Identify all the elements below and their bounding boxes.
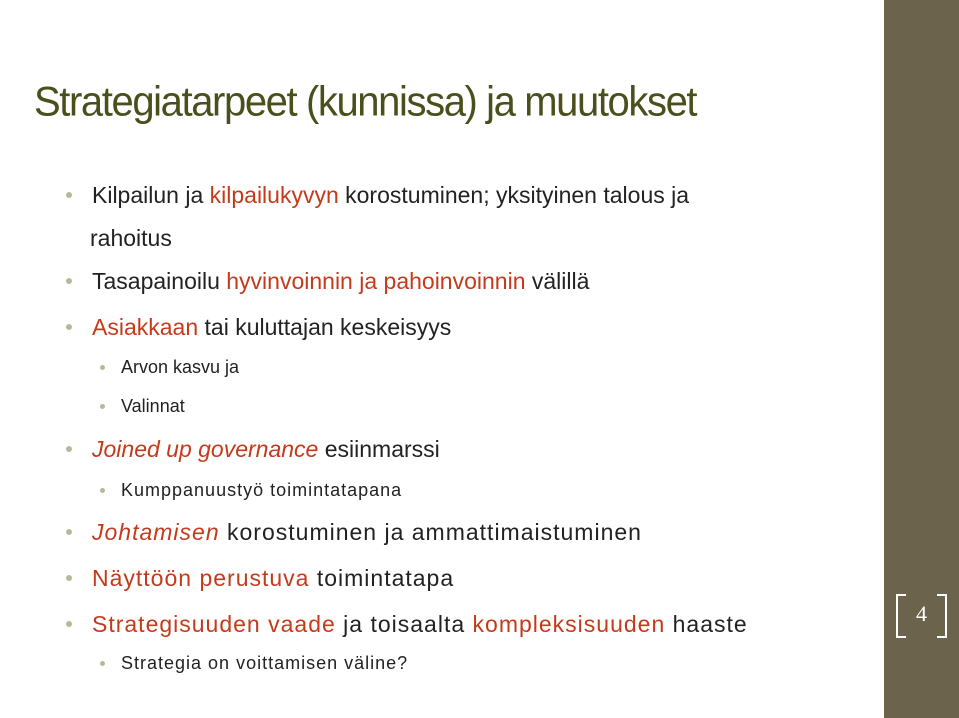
bullet-dot-icon	[100, 661, 105, 666]
bullet-text: Kumppanuustyö toimintatapana	[121, 480, 403, 500]
bullet-item	[92, 565, 454, 592]
bullet-item	[92, 268, 589, 295]
bullet-text: välillä	[525, 268, 590, 294]
bullet-dot-icon	[66, 621, 72, 627]
bullet-dot-icon	[66, 529, 72, 535]
bullet-dot-icon	[100, 488, 105, 493]
bullet-text: Strategia on voittamisen väline?	[121, 653, 409, 673]
bullet-text: toimintatapa	[309, 565, 455, 591]
bullet-highlight: Strategisuuden vaade	[92, 611, 336, 637]
bullet-highlight: Johtamisen	[92, 519, 220, 545]
bullet-highlight: Näyttöön perustuva	[92, 565, 310, 591]
bullet-dot-icon	[66, 324, 72, 330]
bullet-dot-icon	[100, 404, 105, 409]
bullet-dot-icon	[100, 365, 105, 370]
bullet-dot-icon	[66, 278, 72, 284]
bullet-text: Tasapainoilu	[92, 268, 227, 294]
sub-bullet-item	[121, 480, 402, 501]
bullet-text: ja toisaalta	[335, 611, 473, 637]
slide-title: Strategiatarpeet (kunnissa) ja muutokset	[34, 79, 697, 125]
bullet-dot-icon	[66, 446, 72, 452]
bullet-dot-icon	[66, 192, 72, 198]
sub-bullet-item	[121, 653, 408, 674]
bullet-item	[92, 519, 642, 546]
bullet-item-continuation	[90, 225, 172, 252]
page-number-badge	[884, 586, 959, 642]
bullet-dot-icon	[66, 575, 72, 581]
bullet-text: Kilpailun ja	[92, 182, 210, 208]
bracket-right-decoration	[937, 594, 947, 638]
bullet-highlight: Joined up governance	[92, 436, 319, 462]
bullet-highlight: kompleksisuuden	[472, 611, 666, 637]
bullet-text: Arvon kasvu ja	[121, 357, 240, 377]
bullet-item	[92, 611, 748, 638]
sub-bullet-item	[121, 357, 239, 378]
bullet-text: korostuminen; yksityinen talous ja	[338, 182, 690, 208]
bullet-text: Valinnat	[121, 396, 185, 416]
bullet-text: haaste	[665, 611, 748, 637]
bullet-item	[92, 314, 451, 341]
sub-bullet-item	[121, 396, 185, 417]
bullet-text: esiinmarssi	[318, 436, 440, 462]
page-number: 4	[916, 601, 927, 626]
bullet-highlight: kilpailukyvyn	[209, 182, 339, 208]
bullet-item	[92, 436, 440, 463]
bullet-item	[92, 182, 689, 209]
bullet-text: korostuminen ja ammattimaistuminen	[219, 519, 642, 545]
bullet-text: tai kuluttajan keskeisyys	[198, 314, 452, 340]
bullet-highlight: hyvinvoinnin ja pahoinvoinnin	[226, 268, 526, 294]
bullet-highlight: Asiakkaan	[92, 314, 199, 340]
bullet-text: rahoitus	[90, 225, 172, 251]
